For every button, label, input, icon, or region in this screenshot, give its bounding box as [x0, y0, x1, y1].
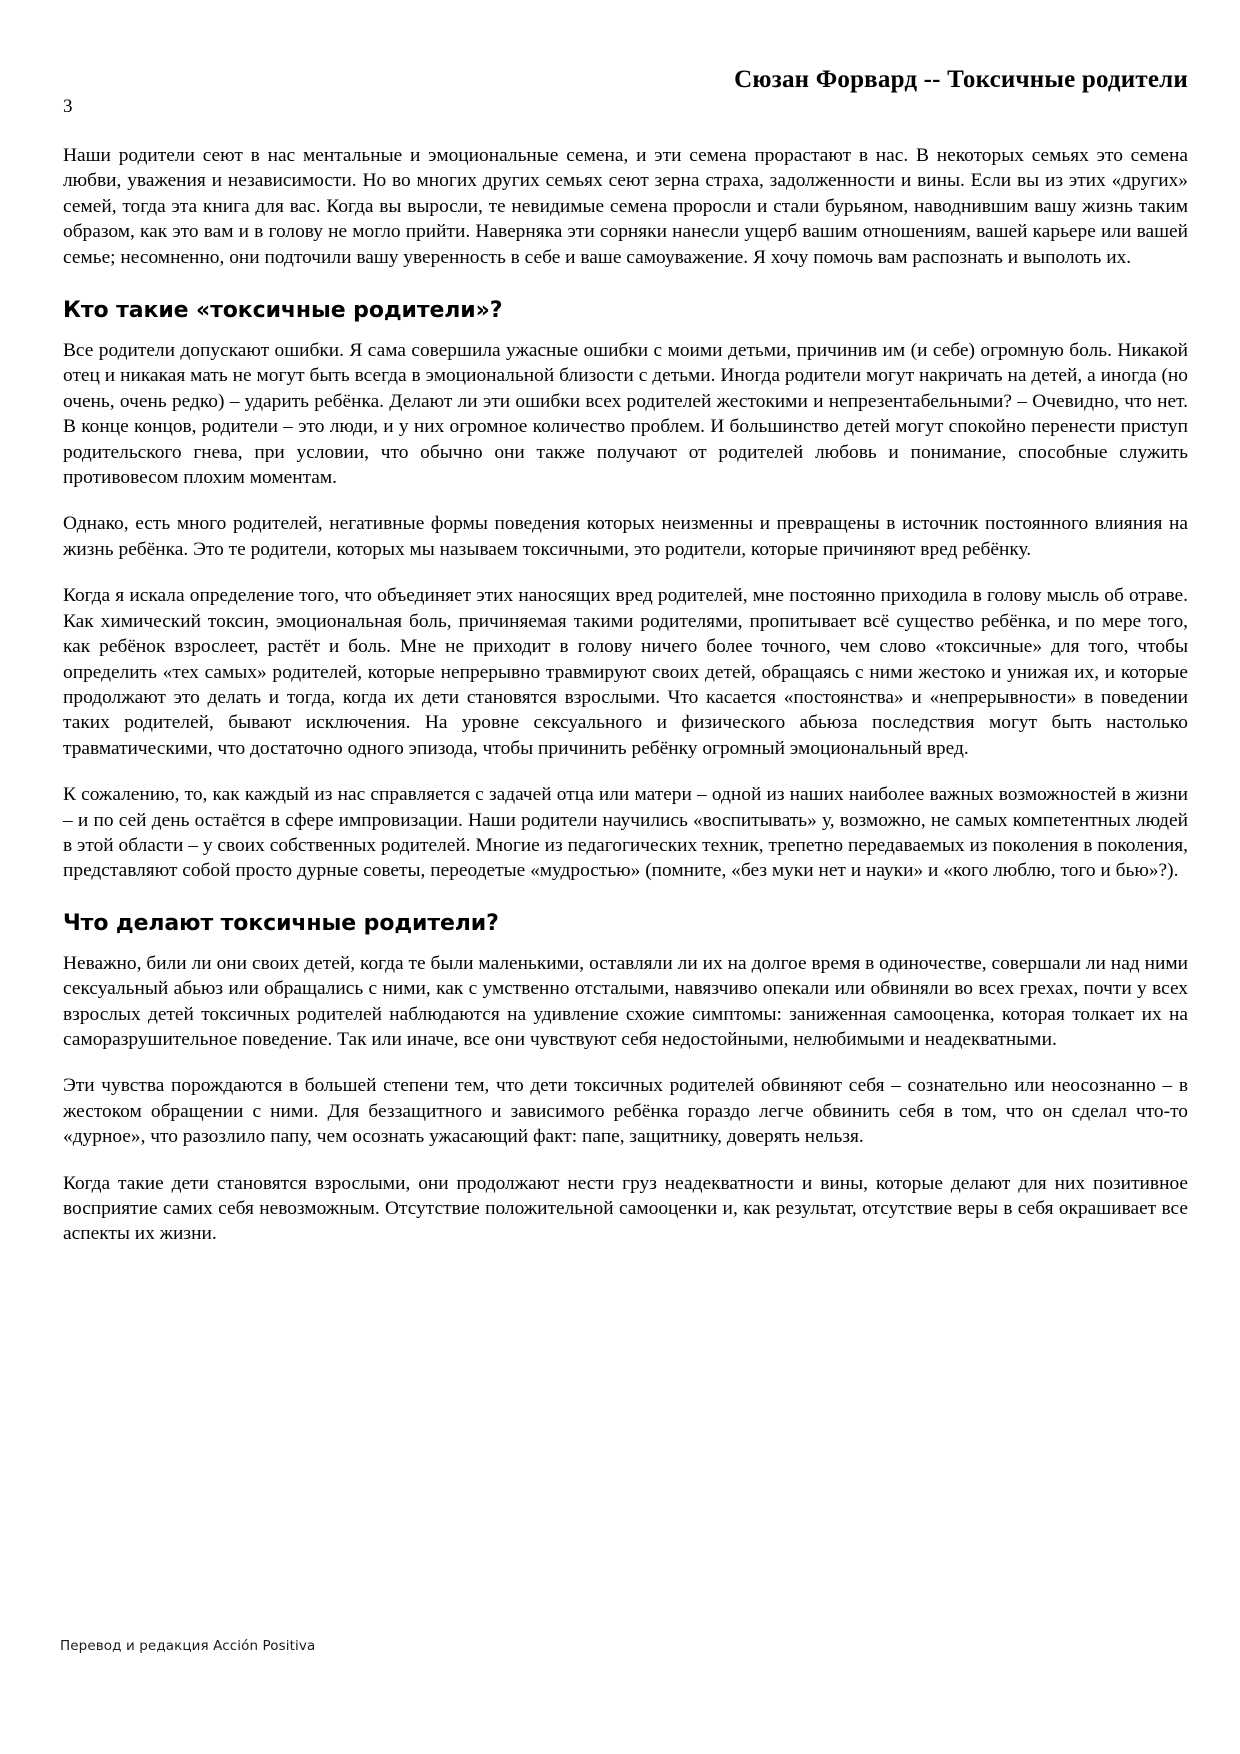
- intro-paragraph: Наши родители сеют в нас ментальные и эмоциональные семена, и эти семена прорастают в нас. В некоторых семьях это семена любви, уважения и независимости. Но во многих других семьях сеют зерна страха, задолженности и вины. Если вы из этих «других» семей, тогда эта книга для вас. Когда вы выросли, те невидимые семена проросли и стали бурьяном, наводнившим вашу жизнь таким образом, как это вам и в голову не могло прийти. Наверняка эти сорняки нанесли ущерб вашим отношениям, вашей карьере или вашей семье; несомненно, они подточили вашу уверенность в себе и ваше самоуважение. Я хочу помочь вам распознать и выполоть их.: [63, 145, 1188, 268]
- paragraph: К сожалению, то, как каждый из нас справляется с задачей отца или матери – одной из наших наиболее важных возможностей в жизни – и по сей день остаётся в сфере импровизации. Наши родители научились «воспитывать» у, возможно, не самых компетентных людей в этой области – у своих собственных родителей. Многие из педагогических техник, трепетно передаваемых из поколения в поколения, представляют собой просто дурные советы, переодетые «мудростью» (помните, «без муки нет и науки» и «кого люблю, того и бью»?).: [63, 784, 1188, 882]
- paragraph: Эти чувства порождаются в большей степени тем, что дети токсичных родителей обвиняют себя – сознательно или неосознанно – в жестоком обращении с ними. Для беззащитного и зависимого ребёнка гораздо легче обвинить себя в том, что он сделал что-то «дурное», что разозлило папу, чем осознать ужасающий факт: папе, защитнику, доверять нельзя.: [63, 1075, 1188, 1148]
- paragraph: Когда такие дети становятся взрослыми, они продолжают нести груз неадекватности и вины, которые делают для них позитивное восприятие самих себя невозможным. Отсутствие положительной самооценки и, как результат, отсутствие веры в себя окрашивает все аспекты их жизни.: [63, 1172, 1188, 1245]
- paragraph: Неважно, били ли они своих детей, когда те были маленькими, оставляли ли их на долгое время в одиночестве, совершали ли над ними сексуальный абьюз или обращались с ними, как с умственно отсталыми, навязчиво опекали или обвиняли во всех грехах, почти у всех взрослых детей токсичных родителей наблюдаются на удивление схожие симптомы: заниженная самооценка, которая толкает их на саморазрушительное поведение. Так или иначе, все они чувствуют себя недостойными, нелюбимыми и неадекватными.: [63, 952, 1188, 1050]
- footer-credit: Перевод и редакция Acción Positiva: [60, 1638, 316, 1654]
- running-header: Сюзан Форвард -- Токсичные родители: [734, 66, 1188, 93]
- section-heading-what-toxic-parents-do: Что делают токсичные родители?: [63, 910, 499, 936]
- paragraph: Все родители допускают ошибки. Я сама совершила ужасные ошибки с моими детьми, причинив им (и себе) огромную боль. Никакой отец и никакая мать не могут быть всегда в эмоциональной близости с детьми. Иногда родители могут накричать на детей, а иногда (но очень, очень редко) – ударить ребёнка. Делают ли эти ошибки всех родителей жестокими и непрезентабельными? – Очевидно, что нет. В конце концов, родители – это люди, и у них огромное количество проблем. И большинство детей могут спокойно перенести приступ родительского гнева, при условии, что обычно они также получают от родителей любовь и понимание, способные служить противовесом плохим моментам.: [63, 340, 1188, 489]
- page-number: 3: [63, 96, 73, 117]
- document-body: [63, 143, 1188, 1247]
- paragraph: Когда я искала определение того, что объединяет этих наносящих вред родителей, мне постоянно приходила в голову мысль об отраве. Как химический токсин, эмоциональная боль, причиняемая такими родителями, пропитывает всё существо ребёнка, и по мере того, как ребёнок взрослеет, растёт и боль. Мне не приходит в голову ничего более точного, чем слово «токсичные» для того, чтобы определить «тех самых» родителей, которые непрерывно травмируют своих детей, обращаясь с ними жестоко и унижая их, и которые продолжают это делать и тогда, когда их дети становятся взрослыми. Что касается «постоянства» и «непрерывности» в поведении таких родителей, бывают исключения. На уровне сексуального и физического абьюза последствия могут быть настолько травматическими, что достаточно одного эпизода, чтобы причинить ребёнку огромный эмоциональный вред.: [63, 585, 1188, 759]
- section-heading-who-are-toxic-parents: Кто такие «токсичные родители»?: [63, 298, 503, 324]
- paragraph: Однако, есть много родителей, негативные формы поведения которых неизменны и превращены в источник постоянного влияния на жизнь ребёнка. Это те родители, которых мы называем токсичными, это родители, которые причиняют вред ребёнку.: [63, 513, 1188, 560]
